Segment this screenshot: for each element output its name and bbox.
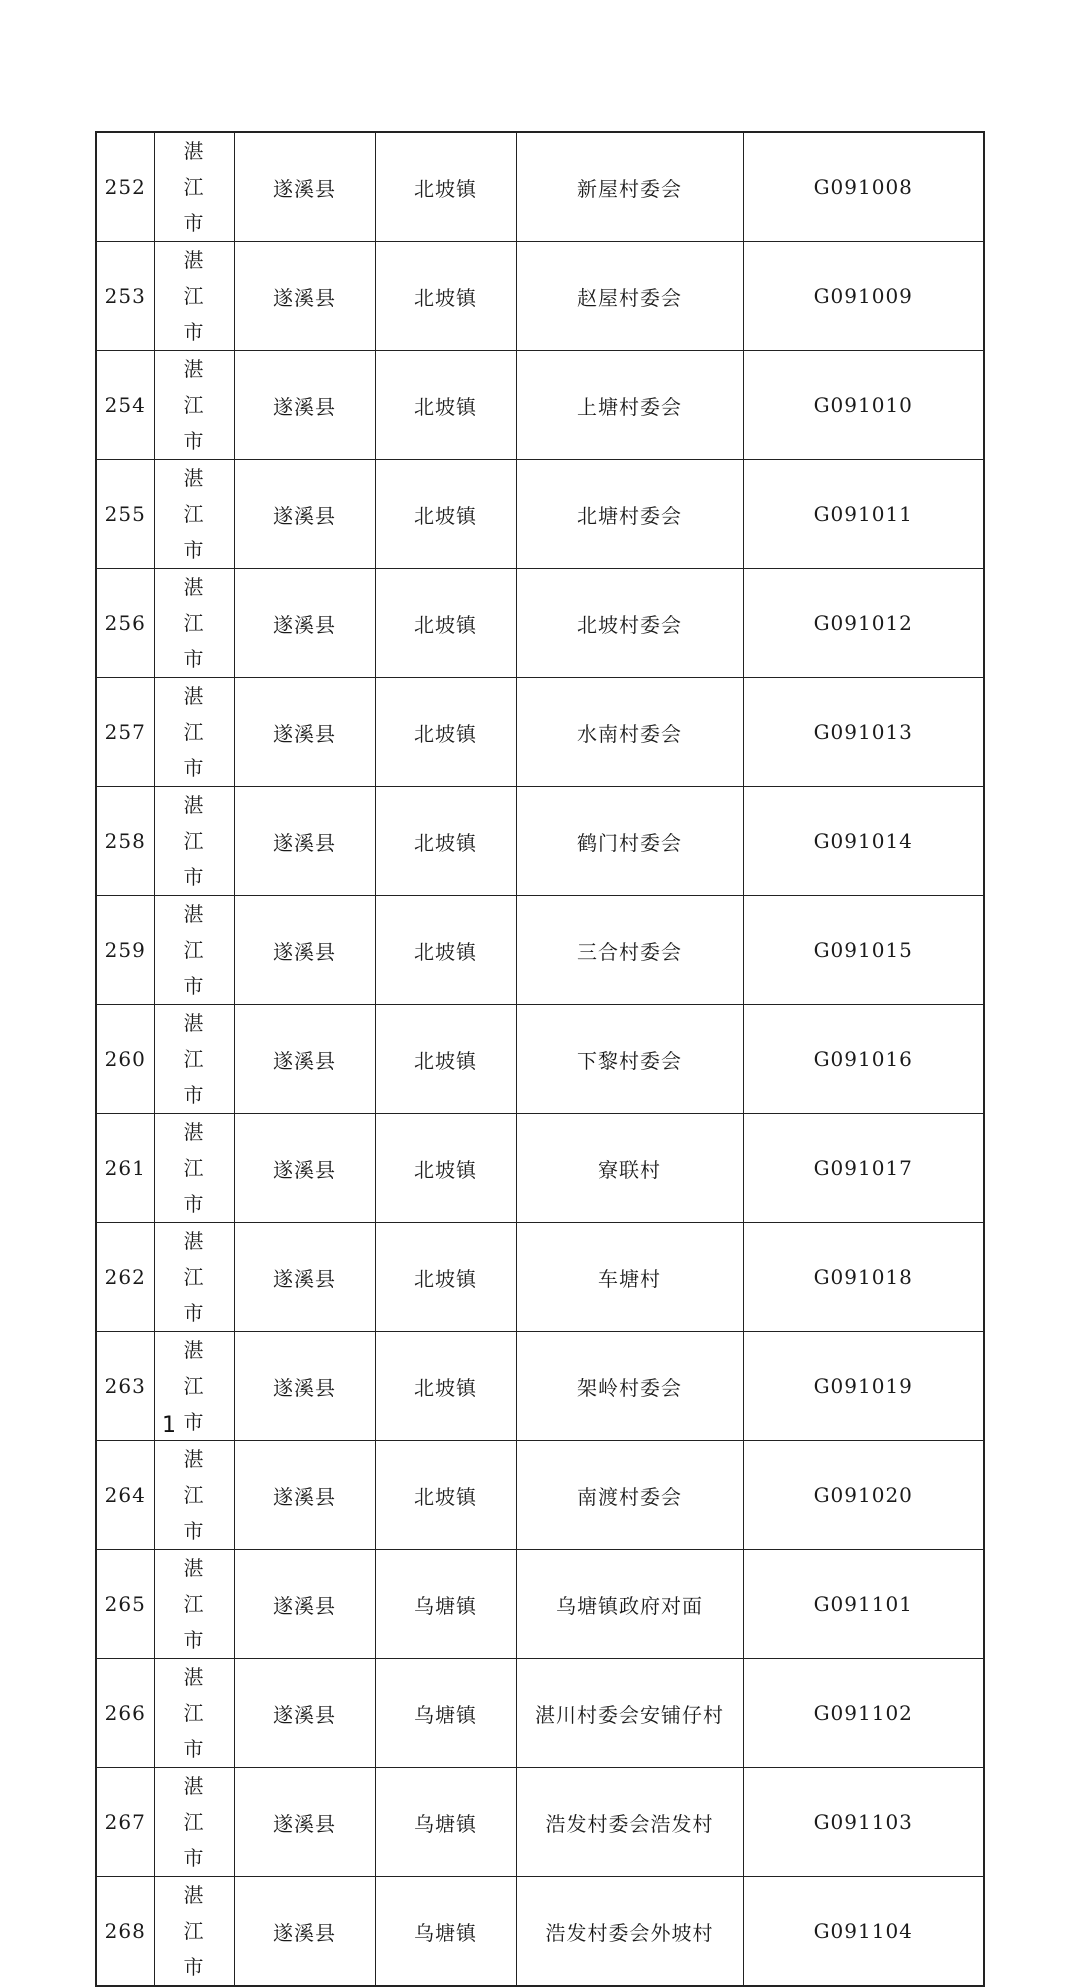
county-cell: 遂溪县 bbox=[234, 787, 375, 896]
table-body bbox=[96, 132, 984, 1986]
table-row bbox=[96, 787, 984, 896]
city-cell bbox=[154, 1441, 234, 1550]
code-cell: G091103 bbox=[743, 1768, 984, 1877]
town-cell: 北坡镇 bbox=[375, 787, 516, 896]
table-row bbox=[96, 1005, 984, 1114]
town-cell: 北坡镇 bbox=[375, 1223, 516, 1332]
city-name: 湛江市 bbox=[183, 1447, 205, 1543]
code-cell: G091020 bbox=[743, 1441, 984, 1550]
county-cell: 遂溪县 bbox=[234, 1768, 375, 1877]
town-cell: 乌塘镇 bbox=[375, 1659, 516, 1768]
county-cell: 遂溪县 bbox=[234, 1550, 375, 1659]
town-cell: 乌塘镇 bbox=[375, 1768, 516, 1877]
county-cell: 遂溪县 bbox=[234, 351, 375, 460]
county-cell: 遂溪县 bbox=[234, 1005, 375, 1114]
row-number: 259 bbox=[96, 896, 154, 1005]
row-number: 260 bbox=[96, 1005, 154, 1114]
village-cell: 南渡村委会 bbox=[516, 1441, 743, 1550]
code-cell: G091011 bbox=[743, 460, 984, 569]
city-cell bbox=[154, 896, 234, 1005]
village-cell: 新屋村委会 bbox=[516, 132, 743, 242]
city-cell bbox=[154, 242, 234, 351]
village-cell: 寮联村 bbox=[516, 1114, 743, 1223]
county-cell: 遂溪县 bbox=[234, 1877, 375, 1987]
town-cell: 北坡镇 bbox=[375, 132, 516, 242]
village-cell: 鹤门村委会 bbox=[516, 787, 743, 896]
row-number: 257 bbox=[96, 678, 154, 787]
table-row bbox=[96, 351, 984, 460]
table-row bbox=[96, 1659, 984, 1768]
city-cell bbox=[154, 678, 234, 787]
code-cell: G091015 bbox=[743, 896, 984, 1005]
row-number: 258 bbox=[96, 787, 154, 896]
city-name: 湛江市 bbox=[183, 575, 205, 671]
city-name: 湛江市 bbox=[183, 1774, 205, 1870]
table-row bbox=[96, 132, 984, 242]
county-cell: 遂溪县 bbox=[234, 1659, 375, 1768]
row-number: 256 bbox=[96, 569, 154, 678]
town-cell: 北坡镇 bbox=[375, 896, 516, 1005]
village-cell: 乌塘镇政府对面 bbox=[516, 1550, 743, 1659]
town-cell: 北坡镇 bbox=[375, 1332, 516, 1441]
county-cell: 遂溪县 bbox=[234, 1332, 375, 1441]
table-row bbox=[96, 1550, 984, 1659]
city-cell bbox=[154, 1659, 234, 1768]
row-number: 261 bbox=[96, 1114, 154, 1223]
code-cell: G091102 bbox=[743, 1659, 984, 1768]
city-cell bbox=[154, 1114, 234, 1223]
city-name: 湛江市 bbox=[183, 684, 205, 780]
county-cell: 遂溪县 bbox=[234, 678, 375, 787]
town-cell: 北坡镇 bbox=[375, 569, 516, 678]
row-number: 266 bbox=[96, 1659, 154, 1768]
row-number: 253 bbox=[96, 242, 154, 351]
village-cell: 下黎村委会 bbox=[516, 1005, 743, 1114]
city-cell bbox=[154, 1223, 234, 1332]
city-name: 湛江市 bbox=[183, 1883, 205, 1979]
town-cell: 乌塘镇 bbox=[375, 1877, 516, 1987]
city-cell bbox=[154, 1005, 234, 1114]
table-row bbox=[96, 1223, 984, 1332]
county-cell: 遂溪县 bbox=[234, 132, 375, 242]
table-row bbox=[96, 460, 984, 569]
village-cell: 北坡村委会 bbox=[516, 569, 743, 678]
city-name: 湛江市 bbox=[183, 1011, 205, 1107]
village-cell: 三合村委会 bbox=[516, 896, 743, 1005]
table-row bbox=[96, 569, 984, 678]
row-number: 265 bbox=[96, 1550, 154, 1659]
code-cell: G091010 bbox=[743, 351, 984, 460]
row-number: 267 bbox=[96, 1768, 154, 1877]
city-name: 湛江市 bbox=[183, 902, 205, 998]
village-cell: 湛川村委会安铺仔村 bbox=[516, 1659, 743, 1768]
village-cell: 浩发村委会浩发村 bbox=[516, 1768, 743, 1877]
city-name: 湛江市 bbox=[183, 248, 205, 344]
village-cell: 北塘村委会 bbox=[516, 460, 743, 569]
town-cell: 北坡镇 bbox=[375, 678, 516, 787]
city-cell bbox=[154, 132, 234, 242]
city-cell bbox=[154, 351, 234, 460]
town-cell: 北坡镇 bbox=[375, 351, 516, 460]
city-name: 湛江市 bbox=[183, 139, 205, 235]
city-name: 湛江市 bbox=[183, 357, 205, 453]
city-name: 湛江市 bbox=[183, 466, 205, 562]
town-cell: 北坡镇 bbox=[375, 1114, 516, 1223]
village-cell: 水南村委会 bbox=[516, 678, 743, 787]
table-row bbox=[96, 896, 984, 1005]
city-cell bbox=[154, 1877, 234, 1987]
table-row bbox=[96, 1877, 984, 1987]
county-cell: 遂溪县 bbox=[234, 569, 375, 678]
county-cell: 遂溪县 bbox=[234, 1223, 375, 1332]
city-name: 湛江市 bbox=[183, 1665, 205, 1761]
county-cell: 遂溪县 bbox=[234, 1441, 375, 1550]
table-row bbox=[96, 1768, 984, 1877]
village-cell: 赵屋村委会 bbox=[516, 242, 743, 351]
page-number: 1 bbox=[162, 1413, 176, 1438]
row-number: 263 bbox=[96, 1332, 154, 1441]
city-name: 湛江市 bbox=[183, 1120, 205, 1216]
city-name: 湛江市 bbox=[183, 1229, 205, 1325]
code-cell: G091017 bbox=[743, 1114, 984, 1223]
town-cell: 北坡镇 bbox=[375, 1005, 516, 1114]
code-cell: G091104 bbox=[743, 1877, 984, 1987]
town-cell: 北坡镇 bbox=[375, 242, 516, 351]
city-cell bbox=[154, 787, 234, 896]
row-number: 268 bbox=[96, 1877, 154, 1987]
code-cell: G091018 bbox=[743, 1223, 984, 1332]
code-cell: G091019 bbox=[743, 1332, 984, 1441]
village-cell: 架岭村委会 bbox=[516, 1332, 743, 1441]
row-number: 262 bbox=[96, 1223, 154, 1332]
table-row bbox=[96, 1332, 984, 1441]
row-number: 255 bbox=[96, 460, 154, 569]
county-cell: 遂溪县 bbox=[234, 896, 375, 1005]
village-cell: 浩发村委会外坡村 bbox=[516, 1877, 743, 1987]
county-cell: 遂溪县 bbox=[234, 460, 375, 569]
city-name: 湛江市 bbox=[183, 1338, 205, 1434]
code-cell: G091008 bbox=[743, 132, 984, 242]
county-cell: 遂溪县 bbox=[234, 242, 375, 351]
city-cell bbox=[154, 569, 234, 678]
town-cell: 北坡镇 bbox=[375, 460, 516, 569]
code-cell: G091012 bbox=[743, 569, 984, 678]
city-name: 湛江市 bbox=[183, 1556, 205, 1652]
code-cell: G091013 bbox=[743, 678, 984, 787]
table-row bbox=[96, 242, 984, 351]
code-cell: G091016 bbox=[743, 1005, 984, 1114]
code-cell: G091101 bbox=[743, 1550, 984, 1659]
location-table bbox=[95, 131, 985, 1987]
city-name: 湛江市 bbox=[183, 793, 205, 889]
row-number: 252 bbox=[96, 132, 154, 242]
code-cell: G091009 bbox=[743, 242, 984, 351]
table-row bbox=[96, 1441, 984, 1550]
table-row bbox=[96, 678, 984, 787]
city-cell bbox=[154, 1550, 234, 1659]
row-number: 254 bbox=[96, 351, 154, 460]
town-cell: 北坡镇 bbox=[375, 1441, 516, 1550]
row-number: 264 bbox=[96, 1441, 154, 1550]
city-cell bbox=[154, 460, 234, 569]
town-cell: 乌塘镇 bbox=[375, 1550, 516, 1659]
village-cell: 上塘村委会 bbox=[516, 351, 743, 460]
village-cell: 车塘村 bbox=[516, 1223, 743, 1332]
city-cell bbox=[154, 1768, 234, 1877]
code-cell: G091014 bbox=[743, 787, 984, 896]
county-cell: 遂溪县 bbox=[234, 1114, 375, 1223]
table-row bbox=[96, 1114, 984, 1223]
